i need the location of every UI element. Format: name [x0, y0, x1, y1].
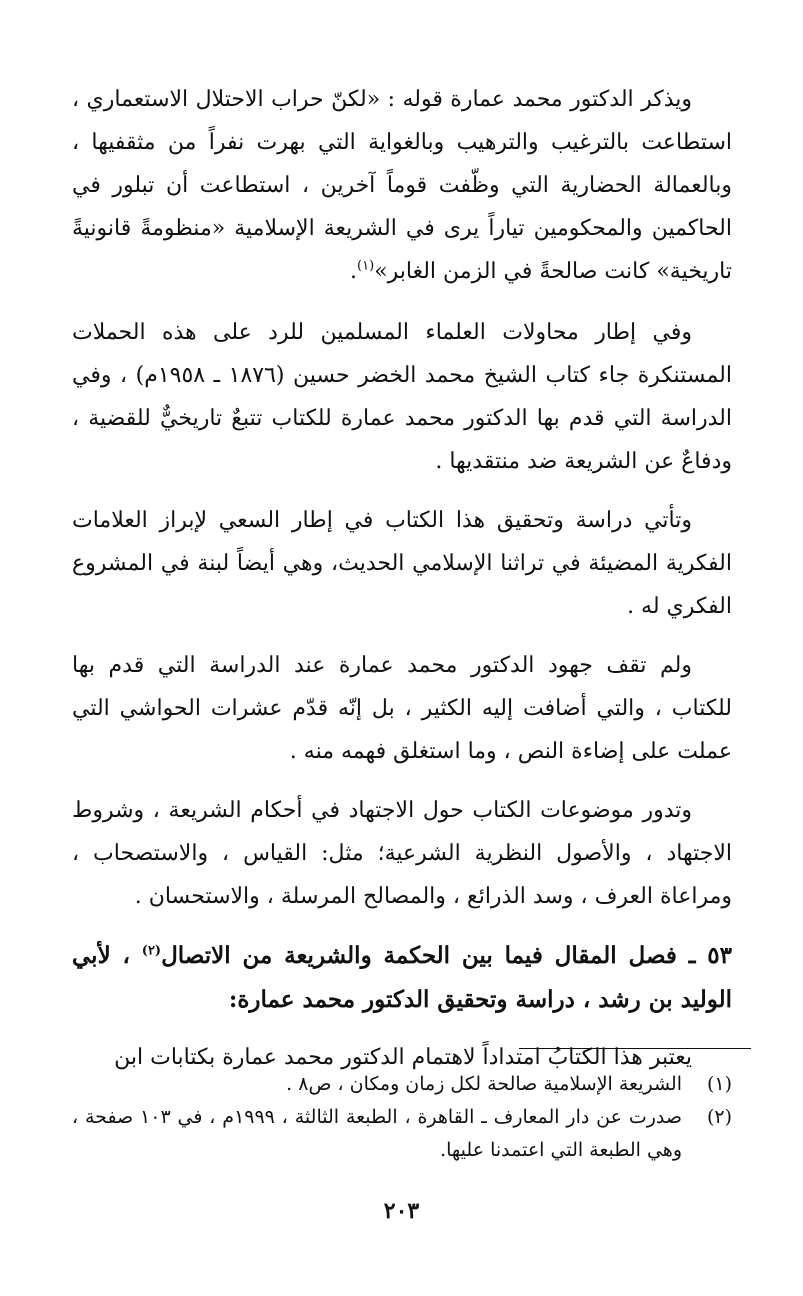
paragraph-tail: . [350, 259, 358, 284]
paragraph-efforts [72, 644, 732, 773]
paragraph-text: وتأتي دراسة وتحقيق هذا الكتاب في إطار السعي لإبراز العلامات الفكرية المضيئة في تراثنا الإسلامي الحديث، وهي أيضاً لبنة في المشروع الفكري له . [72, 508, 732, 619]
footnote-divider [519, 1048, 751, 1049]
body-text [72, 78, 732, 1095]
page-number: ٢٠٣ [383, 1198, 420, 1224]
footnote-text: صدرت عن دار المعارف ـ القاهرة ، الطبعة الثالثة ، ١٩٩٩م ، في ١٠٣ صفحة ، وهي الطبعة التي اعتمدنا عليها. [72, 1106, 682, 1161]
paragraph-text: وتدور موضوعات الكتاب حول الاجتهاد في أحكام الشريعة ، وشروط الاجتهاد ، والأصول النظرية الشرعية؛ مثل: القياس ، والاستصحاب ، ومراعاة العرف ، وسد الذرائع ، والمصالح المرسلة ، والاستحسان . [72, 798, 732, 909]
footnote-number: (٢) [706, 1106, 732, 1128]
footnote-marker: (٢) [141, 943, 162, 959]
paragraph-context [72, 311, 732, 483]
paragraph-text: ولم تقف جهود الدكتور محمد عمارة عند الدراسة التي قدم بها للكتاب ، والتي أضافت إليه الكثير ، بل إنّه قدّم عشرات الحواشي التي عملت على إضاءة النص ، وما استغلق فهمه منه . [72, 653, 732, 764]
heading-text-continued: ، لأبي الوليد بن رشد ، دراسة وتحقيق الدكتور محمد عمارة: [72, 942, 732, 1013]
paragraph-quote [72, 78, 732, 293]
footnote-marker: (١) [357, 258, 375, 274]
section-heading [72, 934, 732, 1022]
footnotes [72, 1068, 732, 1167]
footnote-item [72, 1068, 732, 1101]
paragraph-text: ويذكر الدكتور محمد عمارة قوله : «لكنّ حراب الاحتلال الاستعماري ، استطاعت بالترغيب والترهيب وبالغواية التي بهرت نفراً من مثقفيها ، وبالعمالة الحضارية التي وظّفت قوماً آخرين ، استطاعت أن تبلور في الحاكمين والمحكومين تياراً يرى في الشريعة الإسلامية «منظومةً قانونيةً تاريخية» كانت صالحةً في الزمن الغابر» [72, 87, 732, 284]
paragraph-topics [72, 789, 732, 918]
paragraph-purpose [72, 499, 732, 628]
heading-text: ٥٣ ـ فصل المقال فيما بين الحكمة والشريعة من الاتصال [161, 942, 732, 969]
footnote-number: (١) [706, 1073, 732, 1095]
paragraph-text: يعتبر هذا الكتابُ امتداداً لاهتمام الدكتور محمد عمارة بكتابات ابن [114, 1045, 692, 1070]
paragraph-text: وفي إطار محاولات العلماء المسلمين للرد على هذه الحملات المستنكرة جاء كتاب الشيخ محمد الخضر حسين (١٨٧٦ ـ ١٩٥٨م) ، وفي الدراسة التي قدم بها الدكتور محمد عمارة للكتاب تتبعٌ تاريخيٌّ للقضية ، ودفاعٌ عن الشريعة ضد منتقديها . [72, 320, 732, 474]
footnote-text: الشريعة الإسلامية صالحة لكل زمان ومكان ، ص٨ . [286, 1073, 682, 1095]
footnote-item [72, 1101, 732, 1167]
